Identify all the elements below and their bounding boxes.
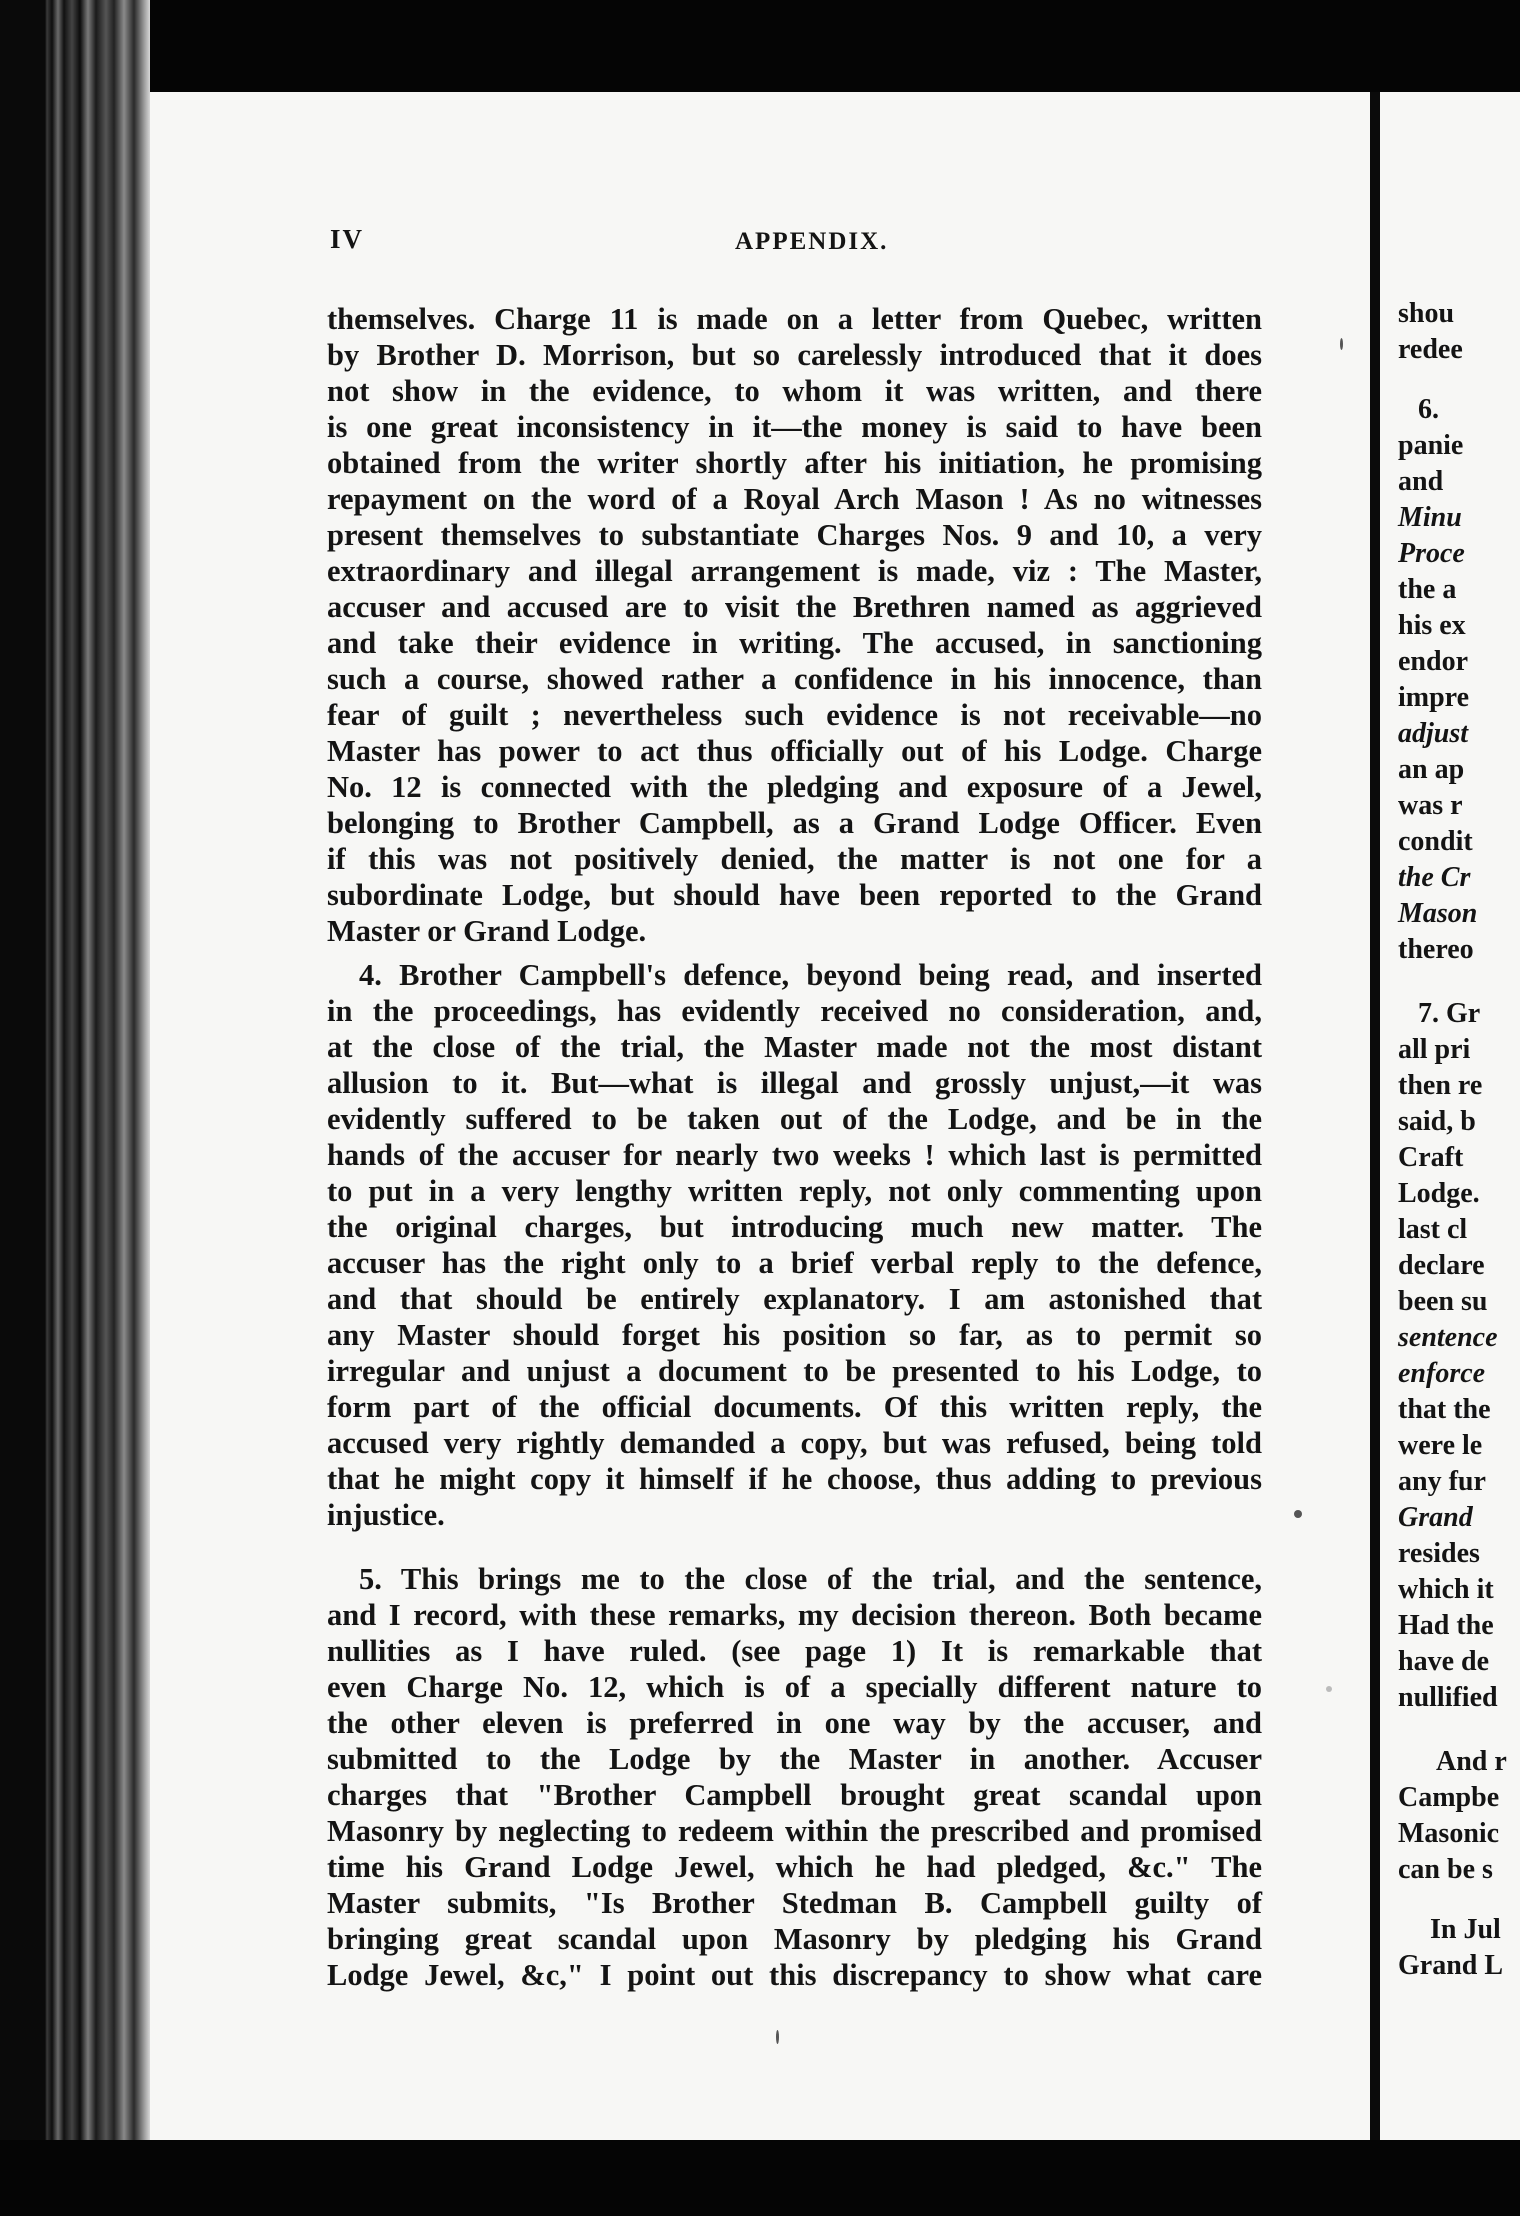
right-page-line: 6.	[1418, 394, 1439, 425]
text-line: obtained from the writer shortly after his initiation, he promising	[327, 446, 1262, 480]
right-page-line: can be s	[1398, 1854, 1493, 1885]
text-line: the original charges, but introducing much new matter. The	[327, 1210, 1262, 1244]
text-line: and I record, with these remarks, my decision thereon. Both became	[327, 1598, 1262, 1632]
ink-speck	[776, 2030, 779, 2044]
right-page-line: declare	[1398, 1250, 1485, 1281]
right-page-line: Craft	[1398, 1142, 1464, 1173]
right-page-line: Lodge.	[1398, 1178, 1480, 1209]
text-line: Lodge Jewel, &c," I point out this discrepancy to show what care	[327, 1958, 1262, 1992]
text-line: at the close of the trial, the Master made not the most distant	[327, 1030, 1262, 1064]
paragraph-5-start: 5. This brings me to the close of the trial, and the sentence,	[359, 1562, 1262, 1596]
right-page-line: the a	[1398, 574, 1457, 605]
text-line: accused very rightly demanded a copy, but was refused, being told	[327, 1426, 1262, 1460]
right-page-line: endor	[1398, 646, 1468, 677]
text-line: injustice.	[327, 1498, 445, 1532]
text-line: charges that "Brother Campbell brought great scandal upon	[327, 1778, 1262, 1812]
right-page-line: an ap	[1398, 754, 1465, 785]
text-line: present themselves to substantiate Charges Nos. 9 and 10, a very	[327, 518, 1262, 552]
right-page-line: said, b	[1398, 1106, 1476, 1137]
right-page-line: adjust	[1398, 718, 1469, 749]
page-gutter	[1370, 92, 1380, 2140]
text-line: not show in the evidence, to whom it was written, and there	[327, 374, 1262, 408]
text-line: fear of guilt ; nevertheless such evidence is not receivable—no	[327, 698, 1262, 732]
text-line: extraordinary and illegal arrangement is made, viz : The Master,	[327, 554, 1262, 588]
microfilm-border-bottom	[0, 2140, 1520, 2216]
right-page-line: In Jul	[1430, 1914, 1501, 1945]
ink-speck	[1326, 1686, 1332, 1692]
text-line: subordinate Lodge, but should have been reported to the Grand	[327, 878, 1262, 912]
text-line: Master or Grand Lodge.	[327, 914, 647, 948]
ink-speck	[1340, 338, 1343, 350]
text-line: even Charge No. 12, which is of a specially different nature to	[327, 1670, 1262, 1704]
text-line: Master submits, "Is Brother Stedman B. Campbell guilty of	[327, 1886, 1262, 1920]
page-number: IV	[330, 224, 365, 254]
text-line: nullities as I have ruled. (see page 1) It is remarkable that	[327, 1634, 1262, 1668]
ink-speck	[1294, 1510, 1302, 1518]
text-line: belonging to Brother Campbell, as a Grand Lodge Officer. Even	[327, 806, 1262, 840]
right-page-line: been su	[1398, 1286, 1488, 1317]
text-line: Master has power to act thus officially out of his Lodge. Charge	[327, 734, 1262, 768]
text-line: time his Grand Lodge Jewel, which he had pledged, &c." The	[327, 1850, 1262, 1884]
right-page-line: any fur	[1398, 1466, 1486, 1497]
right-page-line: his ex	[1398, 610, 1466, 641]
right-page-line: then re	[1398, 1070, 1483, 1101]
text-line: hands of the accuser for nearly two weeks ! which last is permitted	[327, 1138, 1262, 1172]
right-page-line: was r	[1398, 790, 1463, 821]
right-page-line: nullified	[1398, 1682, 1498, 1713]
text-line: that he might copy it himself if he choose, thus adding to previous	[327, 1462, 1262, 1496]
text-line: if this was not positively denied, the matter is not one for a	[327, 842, 1262, 876]
text-line: accuser has the right only to a brief verbal reply to the defence,	[327, 1246, 1262, 1280]
microfilm-border-top	[0, 0, 1520, 92]
text-line: allusion to it. But—what is illegal and grossly unjust,—it was	[327, 1066, 1262, 1100]
paragraph-4-start: 4. Brother Campbell's defence, beyond being read, and inserted	[359, 958, 1262, 992]
right-page-line: Had the	[1398, 1610, 1494, 1641]
right-page-line: enforce	[1398, 1358, 1486, 1389]
right-page-line: and	[1398, 466, 1444, 497]
text-line: the other eleven is preferred in one way by the accuser, and	[327, 1706, 1262, 1740]
text-line: evidently suffered to be taken out of the Lodge, and be in the	[327, 1102, 1262, 1136]
text-line: is one great inconsistency in it—the money is said to have been	[327, 410, 1262, 444]
text-line: No. 12 is connected with the pledging and exposure of a Jewel,	[327, 770, 1262, 804]
right-page-line: redee	[1398, 334, 1463, 365]
text-line: and that should be entirely explanatory. I am astonished that	[327, 1282, 1262, 1316]
right-page-line: Mason	[1398, 898, 1478, 929]
right-page-line: Minu	[1398, 502, 1462, 533]
text-line: bringing great scandal upon Masonry by pledging his Grand	[327, 1922, 1262, 1956]
text-line: submitted to the Lodge by the Master in another. Accuser	[327, 1742, 1262, 1776]
right-page-line: thereo	[1398, 934, 1474, 965]
right-page-line: shou	[1398, 298, 1455, 329]
text-line: Masonry by neglecting to redeem within the prescribed and promised	[327, 1814, 1262, 1848]
right-page-line: impre	[1398, 682, 1470, 713]
right-page-line: And r	[1436, 1746, 1507, 1777]
book-spine-edge	[0, 0, 150, 2216]
right-page-line: condit	[1398, 826, 1473, 857]
right-page-line: panie	[1398, 430, 1464, 461]
text-line: in the proceedings, has evidently received no consideration, and,	[327, 994, 1262, 1028]
right-page-line: Proce	[1398, 538, 1465, 569]
text-line: themselves. Charge 11 is made on a letter from Quebec, written	[327, 302, 1262, 336]
text-line: such a course, showed rather a confidence in his innocence, than	[327, 662, 1262, 696]
text-line: by Brother D. Morrison, but so carelessly introduced that it does	[327, 338, 1262, 372]
text-line: accuser and accused are to visit the Brethren named as aggrieved	[327, 590, 1262, 624]
right-page-line: Grand	[1398, 1502, 1473, 1533]
right-page-line: were le	[1398, 1430, 1483, 1461]
text-line: any Master should forget his position so far, as to permit so	[327, 1318, 1262, 1352]
right-page-line: the Cr	[1398, 862, 1471, 893]
right-page-line: Masonic	[1398, 1818, 1500, 1849]
right-page-line: Campbe	[1398, 1782, 1500, 1813]
right-page-line: last cl	[1398, 1214, 1468, 1245]
right-page-line: have de	[1398, 1646, 1489, 1677]
right-page-line: Grand L	[1398, 1950, 1504, 1981]
text-line: irregular and unjust a document to be presented to his Lodge, to	[327, 1354, 1262, 1388]
right-page-line: sentence	[1398, 1322, 1498, 1353]
running-head: APPENDIX.	[735, 228, 889, 255]
right-page-line: that the	[1398, 1394, 1491, 1425]
right-page-line: all pri	[1398, 1034, 1471, 1065]
right-page-line: resides	[1398, 1538, 1480, 1569]
right-page-line: 7. Gr	[1418, 998, 1481, 1029]
text-line: form part of the official documents. Of this written reply, the	[327, 1390, 1262, 1424]
text-line: and take their evidence in writing. The accused, in sanctioning	[327, 626, 1262, 660]
text-line: to put in a very lengthy written reply, not only commenting upon	[327, 1174, 1262, 1208]
right-page-line: which it	[1398, 1574, 1494, 1605]
text-line: repayment on the word of a Royal Arch Mason ! As no witnesses	[327, 482, 1262, 516]
